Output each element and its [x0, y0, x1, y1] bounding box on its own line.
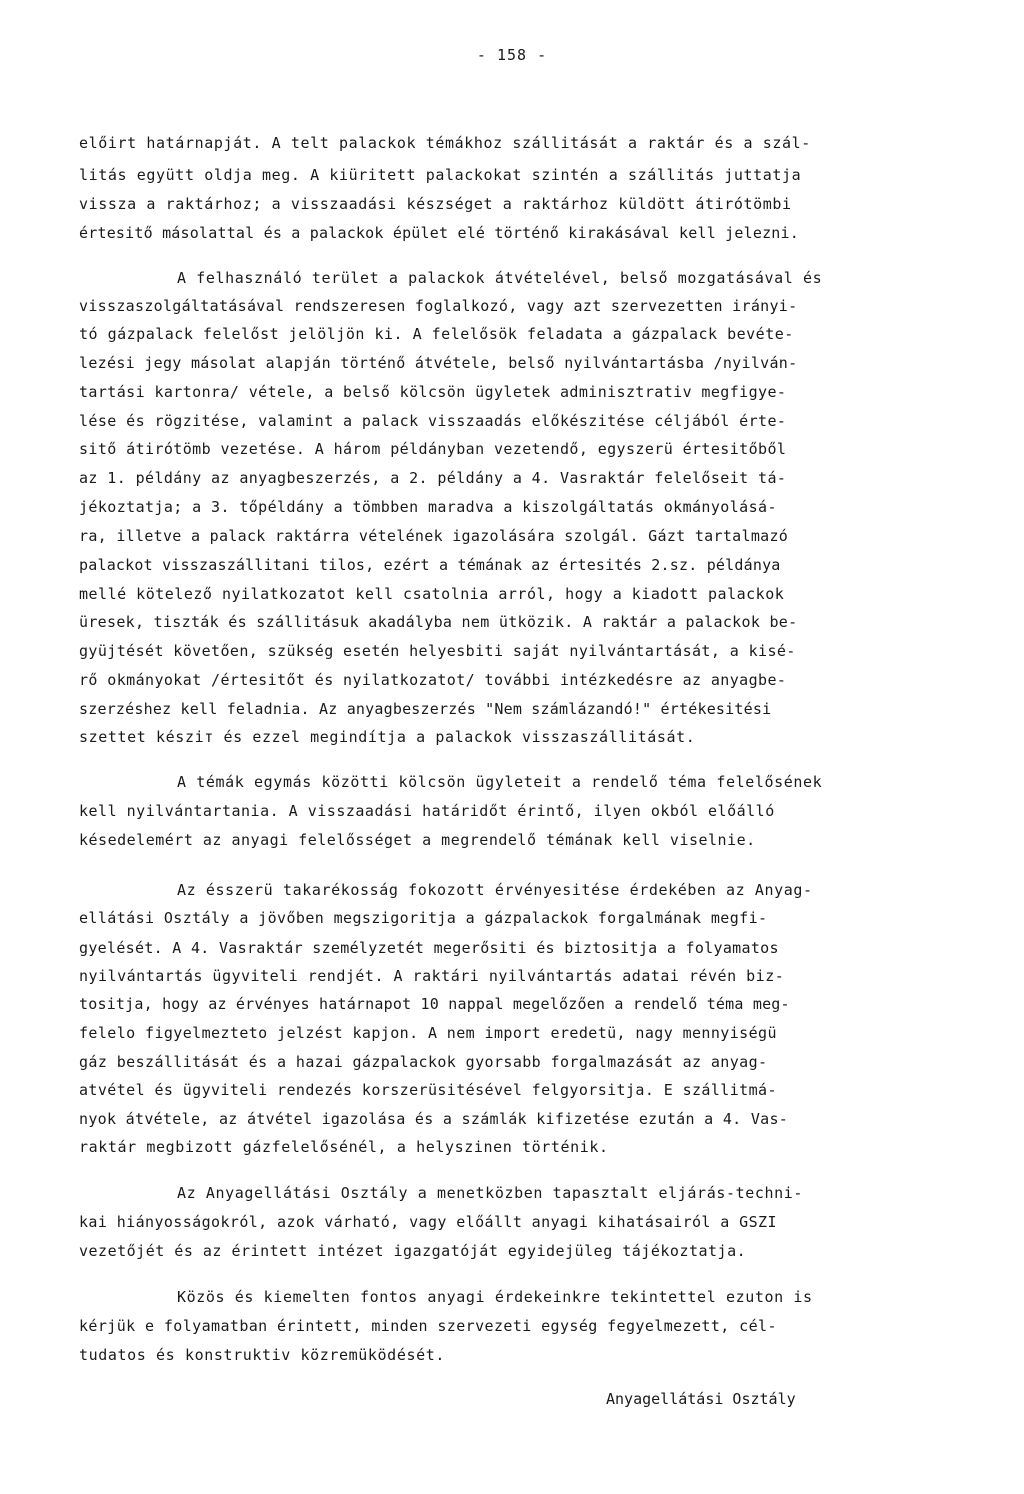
text-line: értesitő másolattal és a palackok épület elé történő kirakásával kell jelezni.: [79, 224, 799, 242]
text-line: raktár megbizott gázfelelősénél, a helyszinen történik.: [79, 1138, 609, 1156]
text-line: palackot visszaszállitani tilos, ezért a témának az értesités 2.sz. példánya: [79, 556, 781, 574]
text-line: nyok átvétele, az átvétel igazolása és a számlák kifizetése ezután a 4. Vas-: [79, 1110, 789, 1128]
page-number: - 158 -: [476, 46, 548, 64]
text-line: gyelését. A 4. Vasraktár személyzetét megerősiti és biztositja a folyamatos: [79, 939, 779, 957]
text-line: vissza a raktárhoz; a visszaadási készséget a raktárhoz küldött átirótömbi: [79, 195, 792, 213]
text-line: litás együtt oldja meg. A kiüritett palackokat szintén a szállitás juttatja: [79, 166, 802, 184]
text-line: tó gázpalack felelőst jelöljön ki. A felelősök feladata a gázpalack bevéte-: [79, 325, 794, 343]
text-line: ra, illetve a palack raktárra vételének igazolására szolgál. Gázt tartalmazó: [79, 527, 789, 545]
text-line: tositja, hogy az érvényes határnapot 10 nappal megelőzően a rendelő téma meg-: [79, 995, 790, 1013]
text-line: az 1. példány az anyagbeszerzés, a 2. példány a 4. Vasraktár felelőseit tá-: [79, 469, 787, 487]
text-line: kai hiányosságokról, azok várható, vagy előállt anyagi kihatásairól a GSZI: [79, 1213, 777, 1231]
text-line: mellé kötelező nyilatkozatot kell csatolnia arról, hogy a kiadott palackok: [79, 585, 785, 603]
text-line: lése és rögzitése, valamint a palack visszaadás előkészitése céljából érte-: [79, 412, 787, 430]
text-line: rő okmányokat /értesitőt és nyilatkozatot/ további intézkedésre az anyagbe-: [79, 671, 787, 689]
text-line: Az ésszerü takarékosság fokozott érvényesitése érdekében az Anyag-: [177, 881, 813, 899]
text-line: visszaszolgáltatásával rendszeresen foglalkozó, vagy azt szervezetten irányi-: [79, 297, 798, 315]
text-line: kell nyilvántartania. A visszaadási határidőt érintő, ilyen okból előálló: [79, 802, 775, 820]
text-line: vezetőjét és az érintett intézet igazgatóját egyidejüleg tájékoztatja.: [79, 1242, 747, 1260]
text-line: lezési jegy másolat alapján történő átvétele, belső nyilvántartásba /nyilván-: [79, 354, 798, 372]
text-line: Közös és kiemelten fontos anyagi érdekeinkre tekintettel ezuton is: [177, 1288, 813, 1306]
text-line: felelo figyelmezteto jelzést kapjon. A nem import eredetü, nagy mennyiségü: [79, 1024, 777, 1042]
text-line: jékoztatja; a 3. tőpéldány a tömbben maradva a kiszolgáltatás okmányolásá-: [79, 498, 777, 516]
text-line: előirt határnapját. A telt palackok témákhoz szállitását a raktár és a szál-: [79, 134, 811, 152]
text-line: szerzéshez kell feladnia. Az anyagbeszerzés "Nem számlázandó!" értékesitési: [79, 700, 772, 718]
text-line: tartási kartonra/ vétele, a belső kölcsön ügyletek adminisztrativ megfigye-: [79, 383, 787, 401]
text-line: atvétel és ügyviteli rendezés korszerüsitésével felgyorsitja. E szállitmá-: [79, 1081, 777, 1099]
text-line: tudatos és konstruktiv közremüködését.: [79, 1346, 445, 1364]
text-line: gáz beszállitását és a hazai gázpalackok gyorsabb forgalmazását az anyag-: [79, 1053, 768, 1071]
text-line: üresek, tiszták és szállitásuk akadályba nem ütközik. A raktár a palackok be-: [79, 613, 798, 631]
text-line: ellátási Osztály a jövőben megszigoritja a gázpalackok forgalmának megfi-: [79, 909, 768, 927]
text-line: Az Anyagellátási Osztály a menetközben tapasztalt eljárás-techni-: [177, 1184, 803, 1202]
text-line: kérjük e folyamatban érintett, minden szervezeti egység fegyelmezett, cél-: [79, 1317, 777, 1335]
text-line: késedelemért az anyagi felelősséget a megrendelő témának kell viselnie.: [79, 831, 756, 849]
text-line: nyilvántartás ügyviteli rendjét. A raktári nyilvántartás adatai révén biz-: [79, 967, 785, 985]
text-line: sitő átirótömb vezetése. A három példányban vezetendő, egyszerü értesitőből: [79, 440, 787, 458]
text-line: A témák egymás közötti kölcsön ügyleteit a rendelő téma felelősének: [177, 773, 823, 791]
text-line: A felhasználó terület a palackok átvételével, belső mozgatásával és: [177, 269, 823, 287]
signature: Anyagellátási Osztály: [606, 1390, 796, 1408]
text-line: szettet késziт és ezzel megindítja a palackok visszaszállitását.: [79, 728, 696, 746]
text-line: gyüjtését követően, szükség esetén helyesbiti saját nyilvántartását, a kisé-: [79, 642, 796, 660]
